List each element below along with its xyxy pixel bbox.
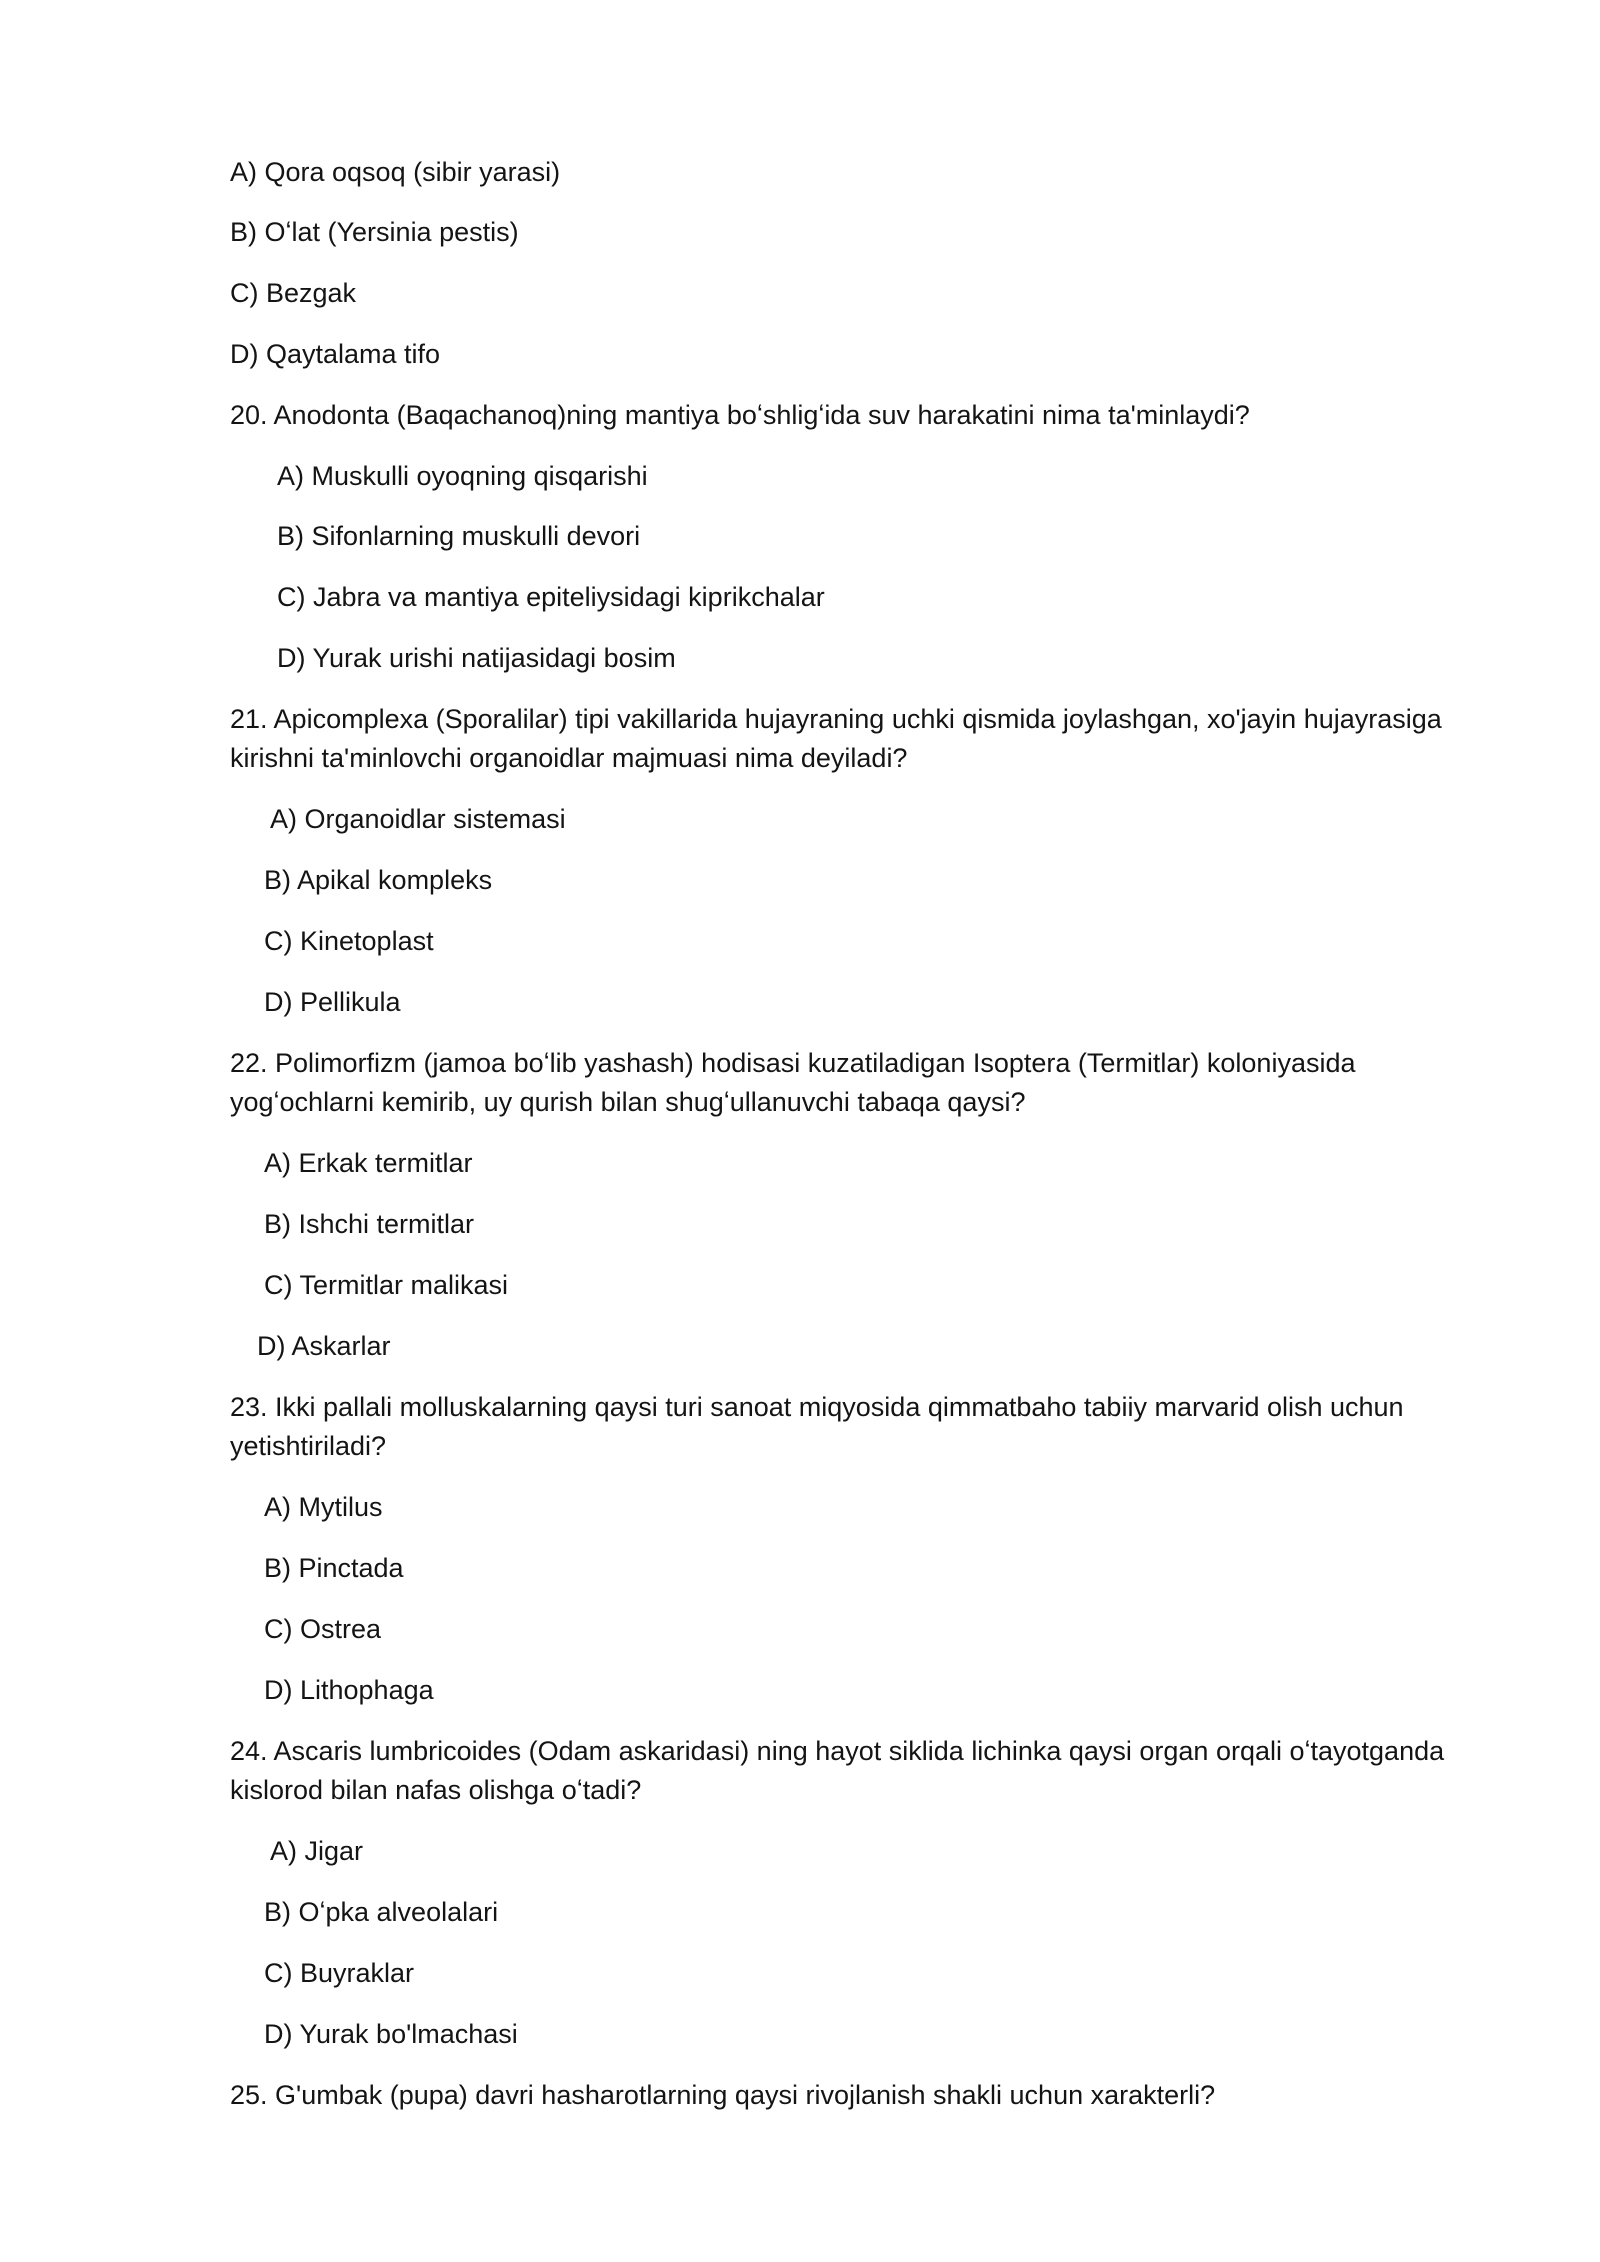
q21-option-c: C) Kinetoplast — [264, 926, 434, 956]
q21-option-b: B) Apikal kompleks — [264, 865, 493, 895]
q22-option-c: C) Termitlar malikasi — [264, 1270, 509, 1300]
q20-option-c: C) Jabra va mantiya epiteliysidagi kiprikchalar — [277, 582, 825, 612]
question-23: 23. Ikki pallali molluskalarning qaysi turi sanoat miqyosida qimmatbaho tabiiy marvarid olish uchun yetishtiriladi? — [230, 1392, 1404, 1461]
q23-option-a: A) Mytilus — [264, 1492, 383, 1522]
q24-option-d: D) Yurak bo'lmachasi — [264, 2019, 518, 2049]
q20-option-a: A) Muskulli oyoqning qisqarishi — [277, 461, 648, 491]
q24-option-b: B) Oʻpka alveolalari — [264, 1897, 499, 1927]
prev-option-a: A) Qora oqsoq (sibir yarasi) — [230, 157, 561, 187]
q24-option-a: A) Jigar — [270, 1836, 364, 1866]
q22-option-d: D) Askarlar — [257, 1331, 391, 1361]
question-21: 21. Apicomplexa (Sporalilar) tipi vakillarida hujayraning uchki qismida joylashgan, xo'jayin hujayrasiga kirishni ta'minlovchi organoidlar majmuasi nima deyiladi? — [230, 704, 1442, 773]
q22-option-b: B) Ishchi termitlar — [264, 1209, 475, 1239]
question-25: 25. G'umbak (pupa) davri hasharotlarning qaysi rivojlanish shakli uchun xarakterli? — [230, 2080, 1216, 2110]
question-22: 22. Polimorfizm (jamoa boʻlib yashash) hodisasi kuzatiladigan Isoptera (Termitlar) koloniyasida yogʻochlarni kemirib, uy qurish bilan shugʻullanuvchi tabaqa qaysi? — [230, 1048, 1356, 1117]
q21-option-a: A) Organoidlar sistemasi — [270, 804, 566, 834]
question-20: 20. Anodonta (Baqachanoq)ning mantiya boʻshligʻida suv harakatini nima ta'minlaydi? — [230, 400, 1250, 430]
q23-option-c: C) Ostrea — [264, 1614, 382, 1644]
q22-option-a: A) Erkak termitlar — [264, 1148, 473, 1178]
prev-option-b: B) Oʻlat (Yersinia pestis) — [230, 217, 519, 247]
q21-option-d: D) Pellikula — [264, 987, 401, 1017]
prev-option-d: D) Qaytalama tifo — [230, 339, 441, 369]
q23-option-d: D) Lithophaga — [264, 1675, 434, 1705]
q24-option-c: C) Buyraklar — [264, 1958, 415, 1988]
q23-option-b: B) Pinctada — [264, 1553, 404, 1583]
q20-option-b: B) Sifonlarning muskulli devori — [277, 521, 641, 551]
prev-option-c: C) Bezgak — [230, 278, 357, 308]
q20-option-d: D) Yurak urishi natijasidagi bosim — [277, 643, 676, 673]
question-24: 24. Ascaris lumbricoides (Odam askaridasi) ning hayot siklida lichinka qaysi organ orqali oʻtayotganda kislorod bilan nafas olishga oʻtadi? — [230, 1736, 1445, 1805]
